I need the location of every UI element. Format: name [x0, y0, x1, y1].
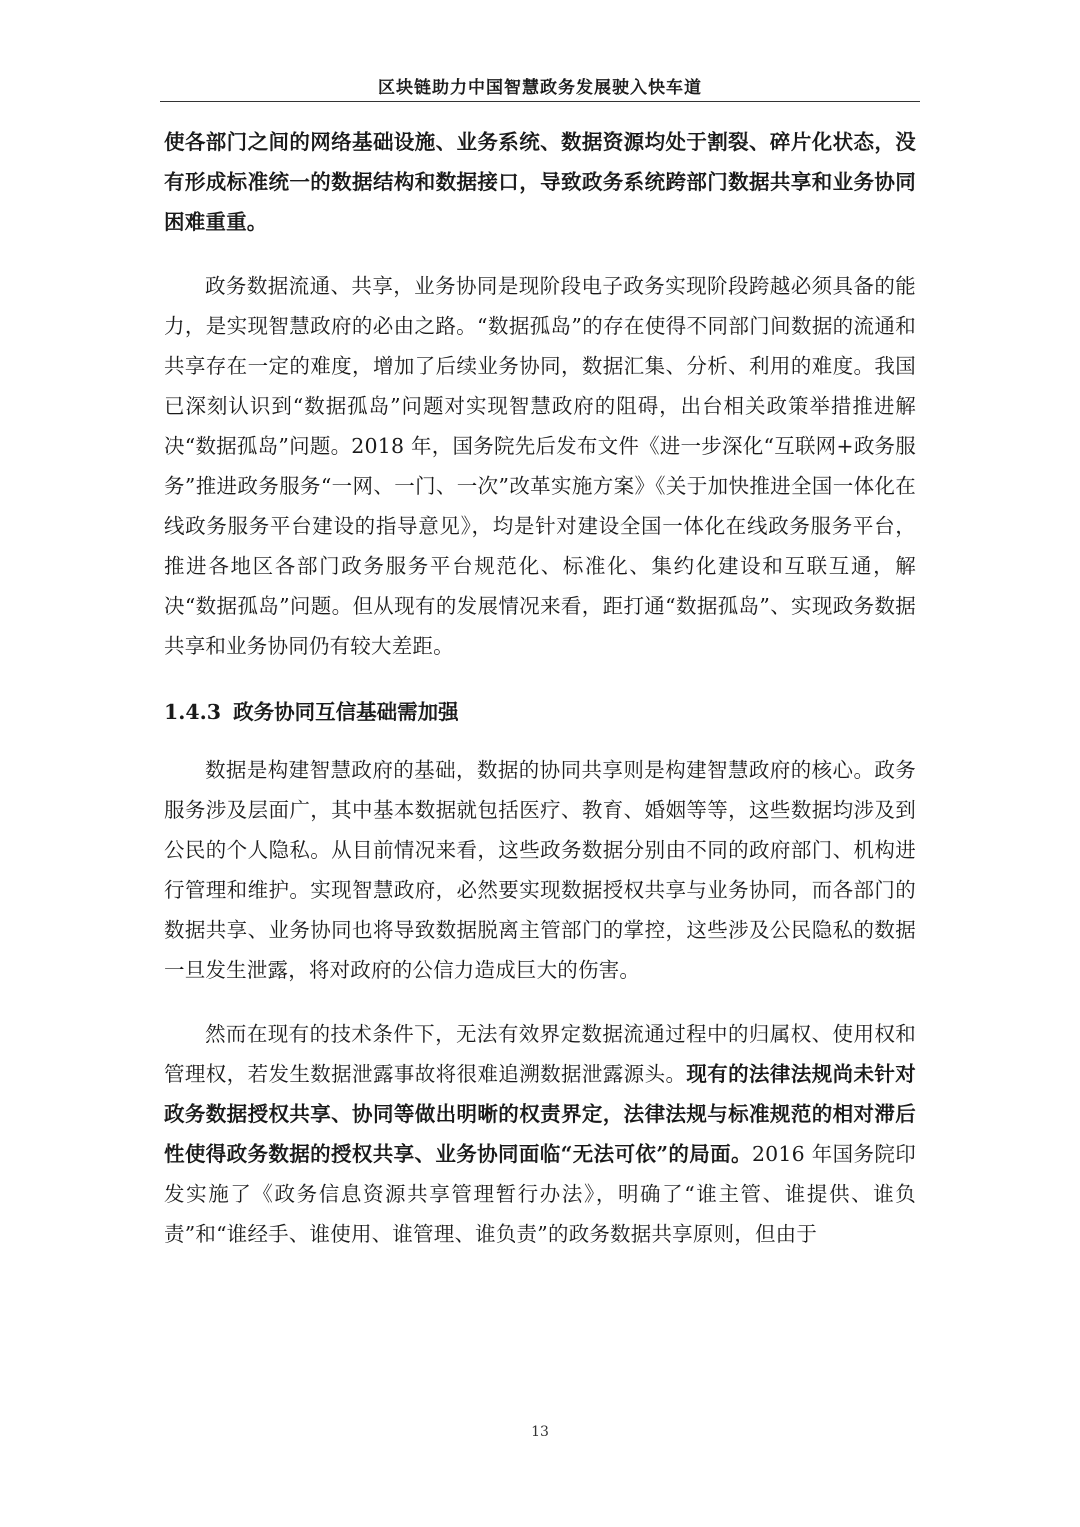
paragraph-legal-framework: [164, 1014, 916, 1254]
paragraph-data-foundation: 数据是构建智慧政府的基础，数据的协同共享则是构建智慧政府的核心。政务服务涉及层面广，其中基本数据就包括医疗、教育、婚姻等等，这些数据均涉及到公民的个人隐私。从目前情况来看，这些政务数据分别由不同的政府部门、机构进行管理和维护。实现智慧政府，必然要实现数据授权共享与业务协同，而各部门的数据共享、业务协同也将导致数据脱离主管部门的掌控，这些涉及公民隐私的数据一旦发生泄露，将对政府的公信力造成巨大的伤害。: [164, 758, 916, 982]
header-divider: [160, 101, 920, 102]
section-number: 1.4.3: [164, 700, 222, 724]
paragraph-continuation: 使各部门之间的网络基础设施、业务系统、数据资源均处于割裂、碎片化状态，没有形成标准统一的数据结构和数据接口，导致政务系统跨部门数据共享和业务协同困难重重。: [164, 130, 916, 234]
paragraph-text-part2: 2016 年国务院印发实施了《政务信息资源共享管理暂行办法》，明确了“谁主管、谁提供、谁负责”和“谁经手、谁使用、谁管理、谁负责”的政务数据共享原则，但由于: [164, 1142, 916, 1246]
paragraph-bold-emphasis: 现有的法律法规尚未针对政务数据授权共享、协同等做出明晰的权责界定，法律法规与标准规范的相对滞后性使得政务数据的授权共享、业务协同面临“无法可依”的局面。: [164, 1062, 917, 1166]
section-heading: [164, 692, 916, 732]
section-title: 政务协同互信基础需加强: [233, 700, 459, 724]
running-header: 区块链助力中国智慧政务发展驶入快车道: [378, 78, 702, 98]
paragraph-data-silos: 政务数据流通、共享，业务协同是现阶段电子政务实现阶段跨越必须具备的能力，是实现智慧政府的必由之路。“数据孤岛”的存在使得不同部门间数据的流通和共享存在一定的难度，增加了后续业务协同，数据汇集、分析、利用的难度。我国已深刻认识到“数据孤岛”问题对实现智慧政府的阻碍，出台相关政策举措推进解决“数据孤岛”问题。2018 年，国务院先后发布文件《进一步深化“互联网+政务服务”推进政务服务“一网、一门、一次”改革实施方案》《关于加快推进全国一体化在线政务服务平台建设的指导意见》，均是针对建设全国一体化在线政务服务平台，推进各地区各部门政务服务平台规范化、标准化、集约化建设和互联互通，解决“数据孤岛”问题。但从现有的发展情况来看，距打通“数据孤岛”、实现政务数据共享和业务协同仍有较大差距。: [164, 274, 916, 658]
page-body: [164, 122, 916, 1254]
page-number: 13: [531, 1424, 549, 1440]
paragraph-text-part1: 然而在现有的技术条件下，无法有效界定数据流通过程中的归属权、使用权和管理权，若发生数据泄露事故将很难追溯数据泄露源头。: [164, 1022, 916, 1086]
